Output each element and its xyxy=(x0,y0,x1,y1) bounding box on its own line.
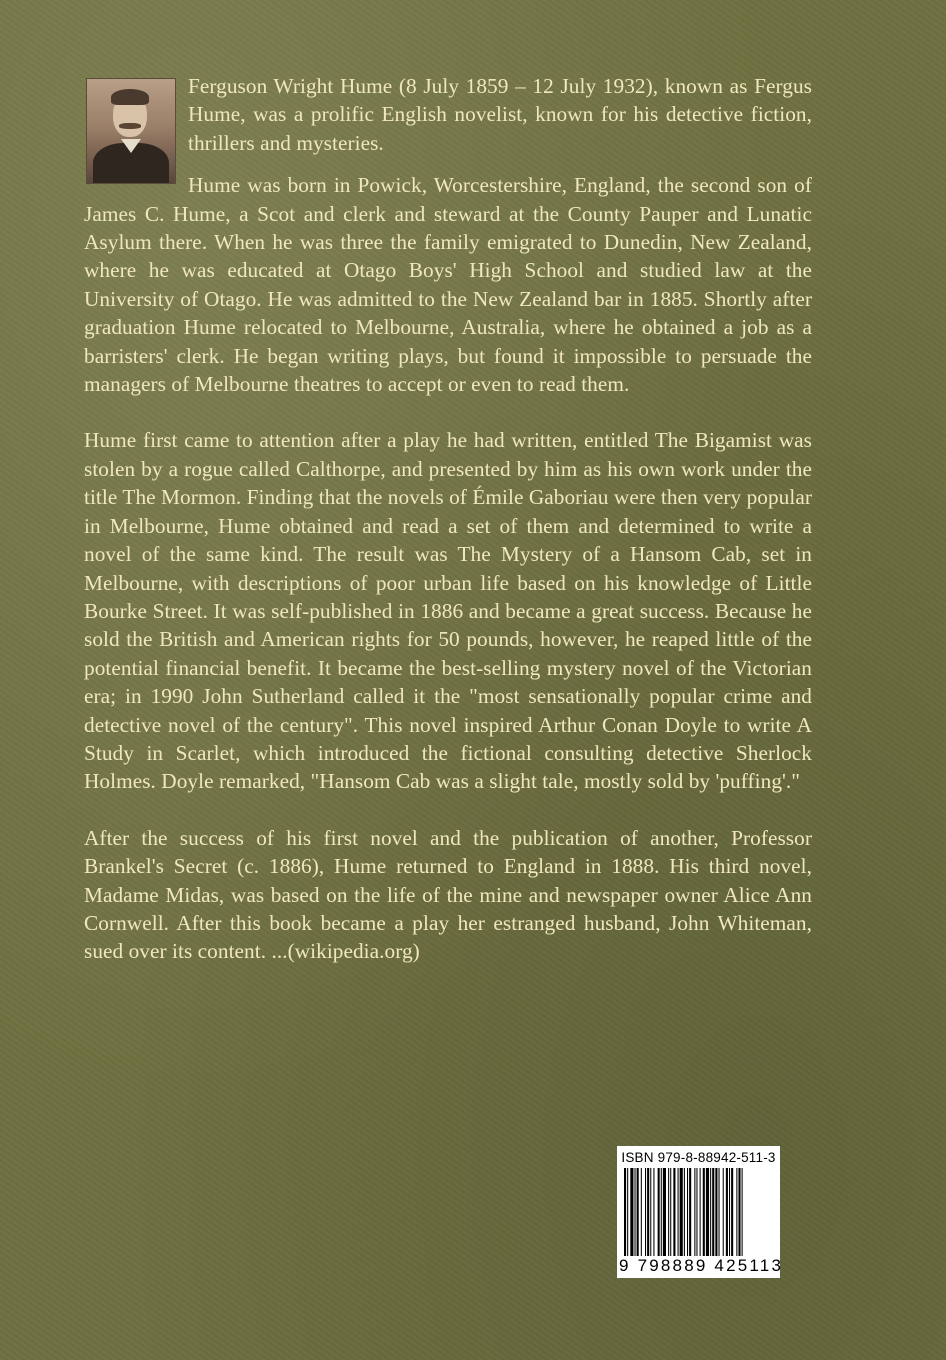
author-portrait xyxy=(86,78,176,184)
barcode-bar xyxy=(680,1168,683,1256)
barcode-bar xyxy=(624,1168,626,1256)
barcode-bar xyxy=(673,1168,675,1256)
barcode-bar xyxy=(678,1168,679,1256)
barcode-bar xyxy=(630,1168,633,1256)
barcode-bar xyxy=(696,1168,697,1256)
barcode-bar xyxy=(650,1168,651,1256)
barcode-bar xyxy=(694,1168,695,1256)
bio-paragraph-career: Hume first came to attention after a play he had written, entitled The Bigamist was stolen by a rogue called Calthorpe, and presented by him as his own work under the title The Mormon. Finding that the novels of Émile Gaboriau were then very popular in Melbourne, Hume obtained and read a set of them and determined to write a novel of the same kind. The result was The Mystery of a Hansom Cab, set in Melbourne, with descriptions of poor urban life based on his knowledge of Little Bourke Street. It was self-published in 1886 and became a great success. Because he sold the British and American rights for 50 pounds, however, he reaped little of the potential financial benefit. It became the best-selling mystery novel of the Victorian era; in 1990 John Sutherland called it the "most sensationally popular crime and detective novel of the century". This novel inspired Arthur Conan Doyle to write A Study in Scarlet, which introduced the fictional consulting detective Sherlock Holmes. Doyle remarked, "Hansom Cab was a slight tale, mostly sold by 'puffing'." xyxy=(84,428,812,794)
barcode-bar xyxy=(738,1168,740,1256)
isbn-label: ISBN 979-8-88942-511-3 xyxy=(621,1150,776,1165)
isbn-digits: 9 798889 425113 xyxy=(619,1256,784,1275)
biography-text xyxy=(84,72,812,994)
barcode-bar xyxy=(736,1168,737,1256)
intro-paragraph: Ferguson Wright Hume (8 July 1859 – 12 July 1932), known as Fergus Hume, was a prolific English novelist, known for his detective fiction, thrillers and mysteries. xyxy=(188,74,812,155)
barcode-bar xyxy=(641,1168,642,1256)
barcode-bar xyxy=(719,1168,720,1256)
barcode-bar xyxy=(684,1168,685,1256)
barcode-bar xyxy=(689,1168,691,1256)
barcode-bar xyxy=(706,1168,709,1256)
barcode-bar xyxy=(663,1168,666,1256)
isbn-barcode xyxy=(617,1146,784,1278)
barcode-bar xyxy=(645,1168,646,1256)
bio-paragraph-later: After the success of his first novel and the publication of another, Professor Brankel's Secret (c. 1886), Hume returned to England in 1888. His third novel, Madame Midas, was based on the life of the mine and newspaper owner Alice Ann Cornwell. After this book became a play her estranged husband, John Whiteman, sued over its content. ...(wikipedia.org) xyxy=(84,825,812,964)
barcode-bar xyxy=(712,1168,714,1256)
barcode-bar xyxy=(627,1168,628,1256)
barcode-bar xyxy=(726,1168,728,1256)
barcode-bar xyxy=(703,1168,705,1256)
barcode-bar xyxy=(637,1168,639,1256)
portrait-mustache xyxy=(119,123,141,129)
barcode-bar xyxy=(670,1168,671,1256)
barcode-bar xyxy=(715,1168,717,1256)
barcode-bar xyxy=(658,1168,660,1256)
barcode-bar xyxy=(647,1168,649,1256)
barcode-bar xyxy=(729,1168,730,1256)
barcode-bars xyxy=(624,1168,774,1256)
barcode-bar xyxy=(710,1168,711,1256)
barcode-bar xyxy=(742,1168,743,1256)
barcode-bar xyxy=(653,1168,654,1256)
barcode-bar xyxy=(731,1168,733,1256)
barcode-bar xyxy=(700,1168,701,1256)
barcode-bar xyxy=(668,1168,669,1256)
bio-paragraph-early-life: Hume was born in Powick, Worcestershire, England, the second son of James C. Hume, a Scot and clerk and steward at the County Pauper and Lunatic Asylum there. When he was three the family emigrated to Dunedin, New Zealand, where he was educated at Otago Boys' High School and studied law at the University of Otago. He was admitted to the New Zealand bar in 1885. Shortly after graduation Hume relocated to Melbourne, Australia, where he obtained a job as a barristers' clerk. He began writing plays, but found it impossible to persuade the managers of Melbourne theatres to accept or even to read them. xyxy=(84,173,812,397)
barcode-bar xyxy=(723,1168,724,1256)
portrait-hair xyxy=(111,89,149,105)
barcode-bar xyxy=(661,1168,662,1256)
barcode-bar xyxy=(635,1168,636,1256)
barcode-bar xyxy=(687,1168,688,1256)
